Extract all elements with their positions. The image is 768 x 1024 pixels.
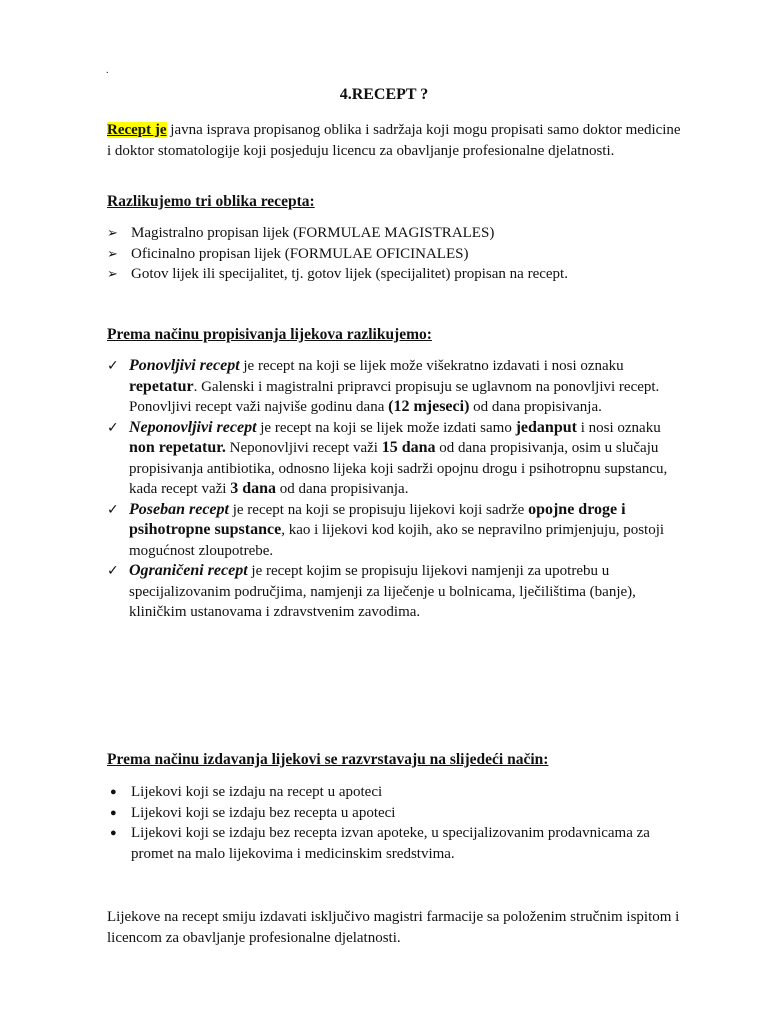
dispensing-heading: Prema načinu izdavanja lijekovi se razvrstavaju na slijedeći način: [107, 751, 549, 768]
dispensing-list [107, 782, 687, 864]
list-item: ✓ Poseban recept je recept na koji se propisuju lijekovi koji sadrže opojne droge i psihotropne supstance, kao i lijekovi kod kojih, ako se nepravilno primjenjuju, postoji mogućnost zloupotrebe. [107, 500, 687, 562]
list-item: ➢ Magistralno propisan lijek (FORMULAE MAGISTRALES) [107, 223, 687, 244]
prescribing-list [107, 356, 687, 623]
intro-paragraph [107, 120, 687, 161]
list-item: ➢ Gotov lijek ili specijalitet, tj. gotov lijek (specijalitet) propisan na recept. [107, 264, 687, 285]
highlighted-term: Recept je [107, 122, 167, 138]
list-item: ✓ Ograničeni recept je recept kojim se propisuju lijekovi namjenji za upotrebu u specijalizovanim područjima, namjenji za liječenje u bolnicama, lječilištima (banje), kliničkim ustanovama i zdravstvenim zavodima. [107, 561, 687, 623]
closing-paragraph: Lijekove na recept smiju izdavati isključivo magistri farmacije sa položenim stručnim ispitom i licencom za obavljanje profesionalne djelatnosti. [107, 909, 680, 946]
list-item: ✓ Ponovljivi recept je recept na koji se lijek može višekratno izdavati i nosi oznaku repetatur. Galenski i magistralni pripravci propisuju se uglavnom na ponovljivi recept. Ponovljivi recept važi najviše godinu dana (12 mjeseci) od dana propisivanja. [107, 356, 687, 418]
forms-list [107, 223, 687, 285]
list-item: ● Lijekovi koji se izdaju na recept u apoteci [107, 782, 687, 803]
list-item: ✓ Neponovljivi recept je recept na koji se lijek može izdati samo jedanput i nosi oznaku non repetatur. Neponovljivi recept važi 15 dana od dana propisivanja, osim u slučaju propisivanja antibiotika, odnosno lijeka koji sadrži opojnu drogu i psihotropnu supstancu, kada recept važi 3 dana od dana propisivanja. [107, 418, 687, 500]
list-item: ➢ Oficinalno propisan lijek (FORMULAE OFICINALES) [107, 244, 687, 265]
prescribing-heading: Prema načinu propisivanja lijekova razlikujemo: [107, 326, 432, 343]
list-item: ● Lijekovi koji se izdaju bez recepta u apoteci [107, 803, 687, 824]
intro-text: javna isprava propisanog oblika i sadržaja koji mogu propisati samo doktor medicine i doktor stomatologije koji posjeduju licencu za obavljanje profesionalne djelatnosti. [107, 122, 681, 159]
page-title: 4.RECEPT ? [339, 86, 429, 103]
forms-heading: Razlikujemo tri oblika recepta: [107, 193, 315, 210]
list-item: ● Lijekovi koji se izdaju bez recepta izvan apoteke, u specijalizovanim prodavnicama za promet na malo lijekovima i medicinskim sredstvima. [107, 823, 687, 864]
stray-dot: . [106, 65, 109, 76]
